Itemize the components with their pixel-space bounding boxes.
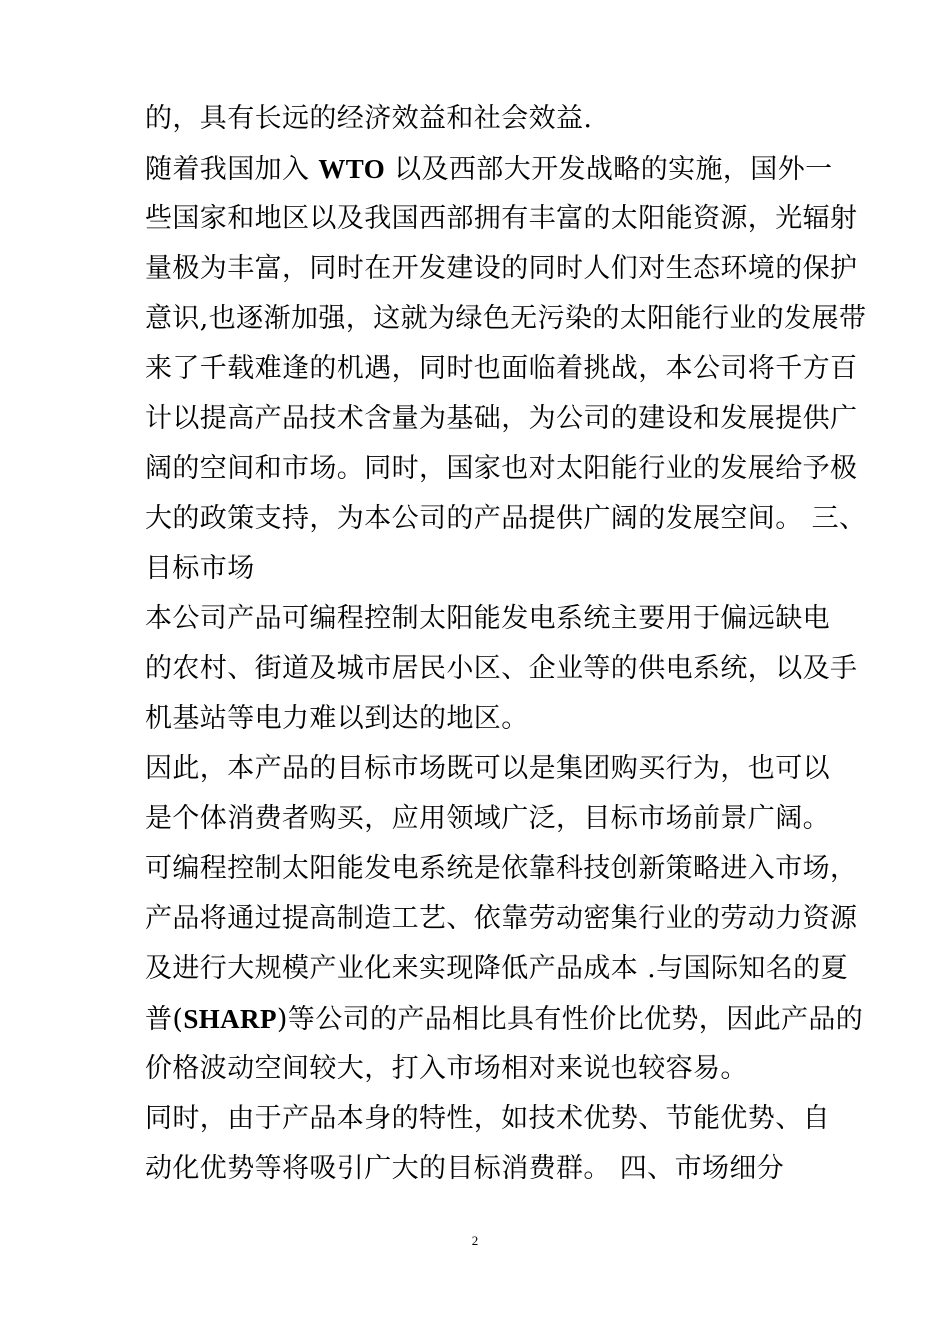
text-line: 来了千载难逢的机遇，同时也面临着挑战，本公司将千方百: [145, 353, 858, 384]
text-line: 意识,也逐渐加强，这就为绿色无污染的太阳能行业的发展带: [145, 303, 867, 334]
text-line: 及进行大规模产业化来实现降低产品成本 .与国际知名的夏: [145, 953, 848, 984]
section-heading: 目标市场: [145, 553, 255, 584]
text-line: 的农村、街道及城市居民小区、企业等的供电系统，以及手: [145, 653, 858, 684]
text-line: 大的政策支持，为本公司的产品提供广阔的发展空间。 三、: [145, 503, 867, 534]
text-line: 些国家和地区以及我国西部拥有丰富的太阳能资源，光辐射: [145, 203, 858, 234]
text-line: 普(SHARP)等公司的产品相比具有性价比优势，因此产品的: [145, 1004, 864, 1035]
text-line: 可编程控制太阳能发电系统是依靠科技创新策略进入市场，: [145, 853, 858, 884]
text-line: 随着我国加入 WTO 以及西部大开发战略的实施，国外一: [145, 154, 833, 185]
text-line: 阔的空间和市场。同时，国家也对太阳能行业的发展给予极: [145, 453, 858, 484]
page-number: 2: [471, 1233, 479, 1248]
text-line: 因此，本产品的目标市场既可以是集团购买行为，也可以: [145, 753, 830, 784]
text-line: 的，具有长远的经济效益和社会效益.: [145, 103, 593, 134]
text-line: 本公司产品可编程控制太阳能发电系统主要用于偏远缺电: [145, 603, 830, 634]
text-line: 机基站等电力难以到达的地区。: [145, 703, 529, 734]
text-line: 计以提高产品技术含量为基础，为公司的建设和发展提供广: [145, 403, 858, 434]
text-line: 是个体消费者购买，应用领域广泛，目标市场前景广阔。: [145, 803, 830, 834]
text-line: 动化优势等将吸引广大的目标消费群。 四、市场细分: [145, 1153, 785, 1184]
text-line: 同时，由于产品本身的特性，如技术优势、节能优势、自: [145, 1103, 830, 1134]
text-line: 量极为丰富，同时在开发建设的同时人们对生态环境的保护: [145, 253, 858, 284]
text-line: 价格波动空间较大，打入市场相对来说也较容易。: [145, 1053, 748, 1084]
text-line: 产品将通过提高制造工艺、依靠劳动密集行业的劳动力资源: [145, 903, 858, 934]
